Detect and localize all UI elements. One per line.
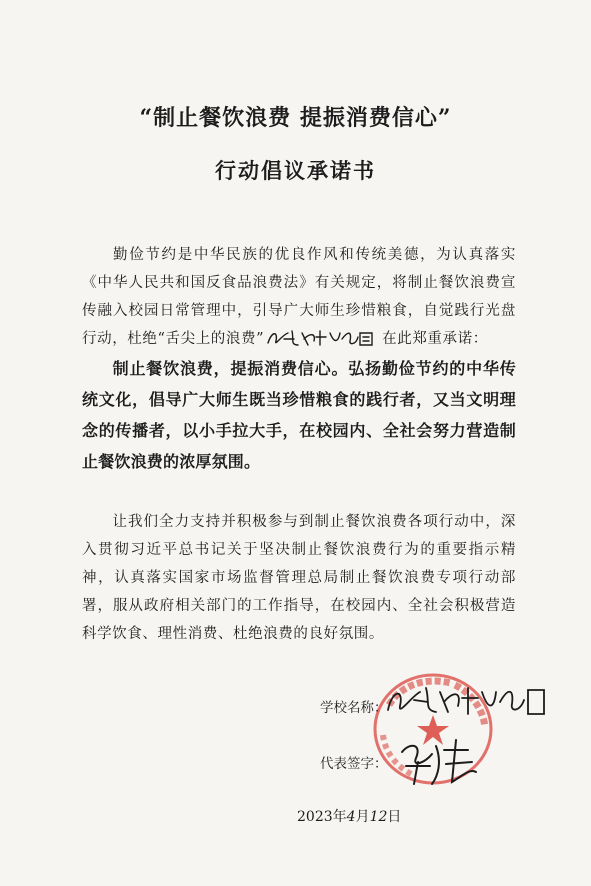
- date-day: 12: [369, 809, 388, 825]
- school-handwritten-signature: [382, 680, 552, 724]
- date-month: 4: [346, 809, 356, 825]
- paragraph-intro-text: 勤俭节约是中华民族的优良作风和传统美德，为认真落实《中华人民共和国反食品浪费法》有关规定，将制止餐饮浪费宣传融入校园日常管理中，引导广大师生珍惜粮食，自觉践行光盘行动，杜绝“舌尖上的浪费”: [82, 247, 516, 347]
- representative-handwritten-signature: [392, 732, 482, 792]
- school-name-label: 学校名称：: [320, 700, 388, 716]
- document-title: “制止餐饮浪费 提振消费信心”: [139, 105, 452, 131]
- inline-school-signature: [264, 327, 382, 349]
- date-day-char: 日: [387, 809, 402, 825]
- date-month-char: 月: [355, 809, 370, 825]
- paragraph-call-to-action: [82, 508, 516, 648]
- paragraph-commitment-text: 制止餐饮浪费，提振消费信心。弘扬勤俭节约的中华传统文化，倡导广大师生既当珍惜粮食的践行者，又当文明理念的传播者，以小手拉大手，在校园内、全社会努力营造制止餐饮浪费的浓厚氛围。: [82, 359, 516, 471]
- document-date: [297, 806, 401, 826]
- paragraph-call-to-action-text: 让我们全力支持并积极参与到制止餐饮浪费各项行动中，深入贯彻习近平总书记关于坚决制止餐饮浪费行为的重要指示精神，认真落实国家市场监督管理总局制止餐饮浪费专项行动部署，服从政府相关部门的工作指导，在校园内、全社会积极营造科学饮食、理性消费、杜绝浪费的良好氛围。: [82, 514, 516, 642]
- date-year-char: 年: [332, 809, 347, 825]
- paragraph-intro-end: 在此郑重承诺：: [382, 331, 488, 347]
- paragraph-commitment: [82, 353, 516, 477]
- paragraph-intro: [82, 241, 516, 353]
- document-subtitle: 行动倡议承诺书: [215, 158, 376, 183]
- representative-line: [320, 752, 388, 772]
- school-name-line: [320, 696, 388, 716]
- date-year: 2023: [297, 809, 333, 825]
- representative-label: 代表签字：: [320, 756, 388, 772]
